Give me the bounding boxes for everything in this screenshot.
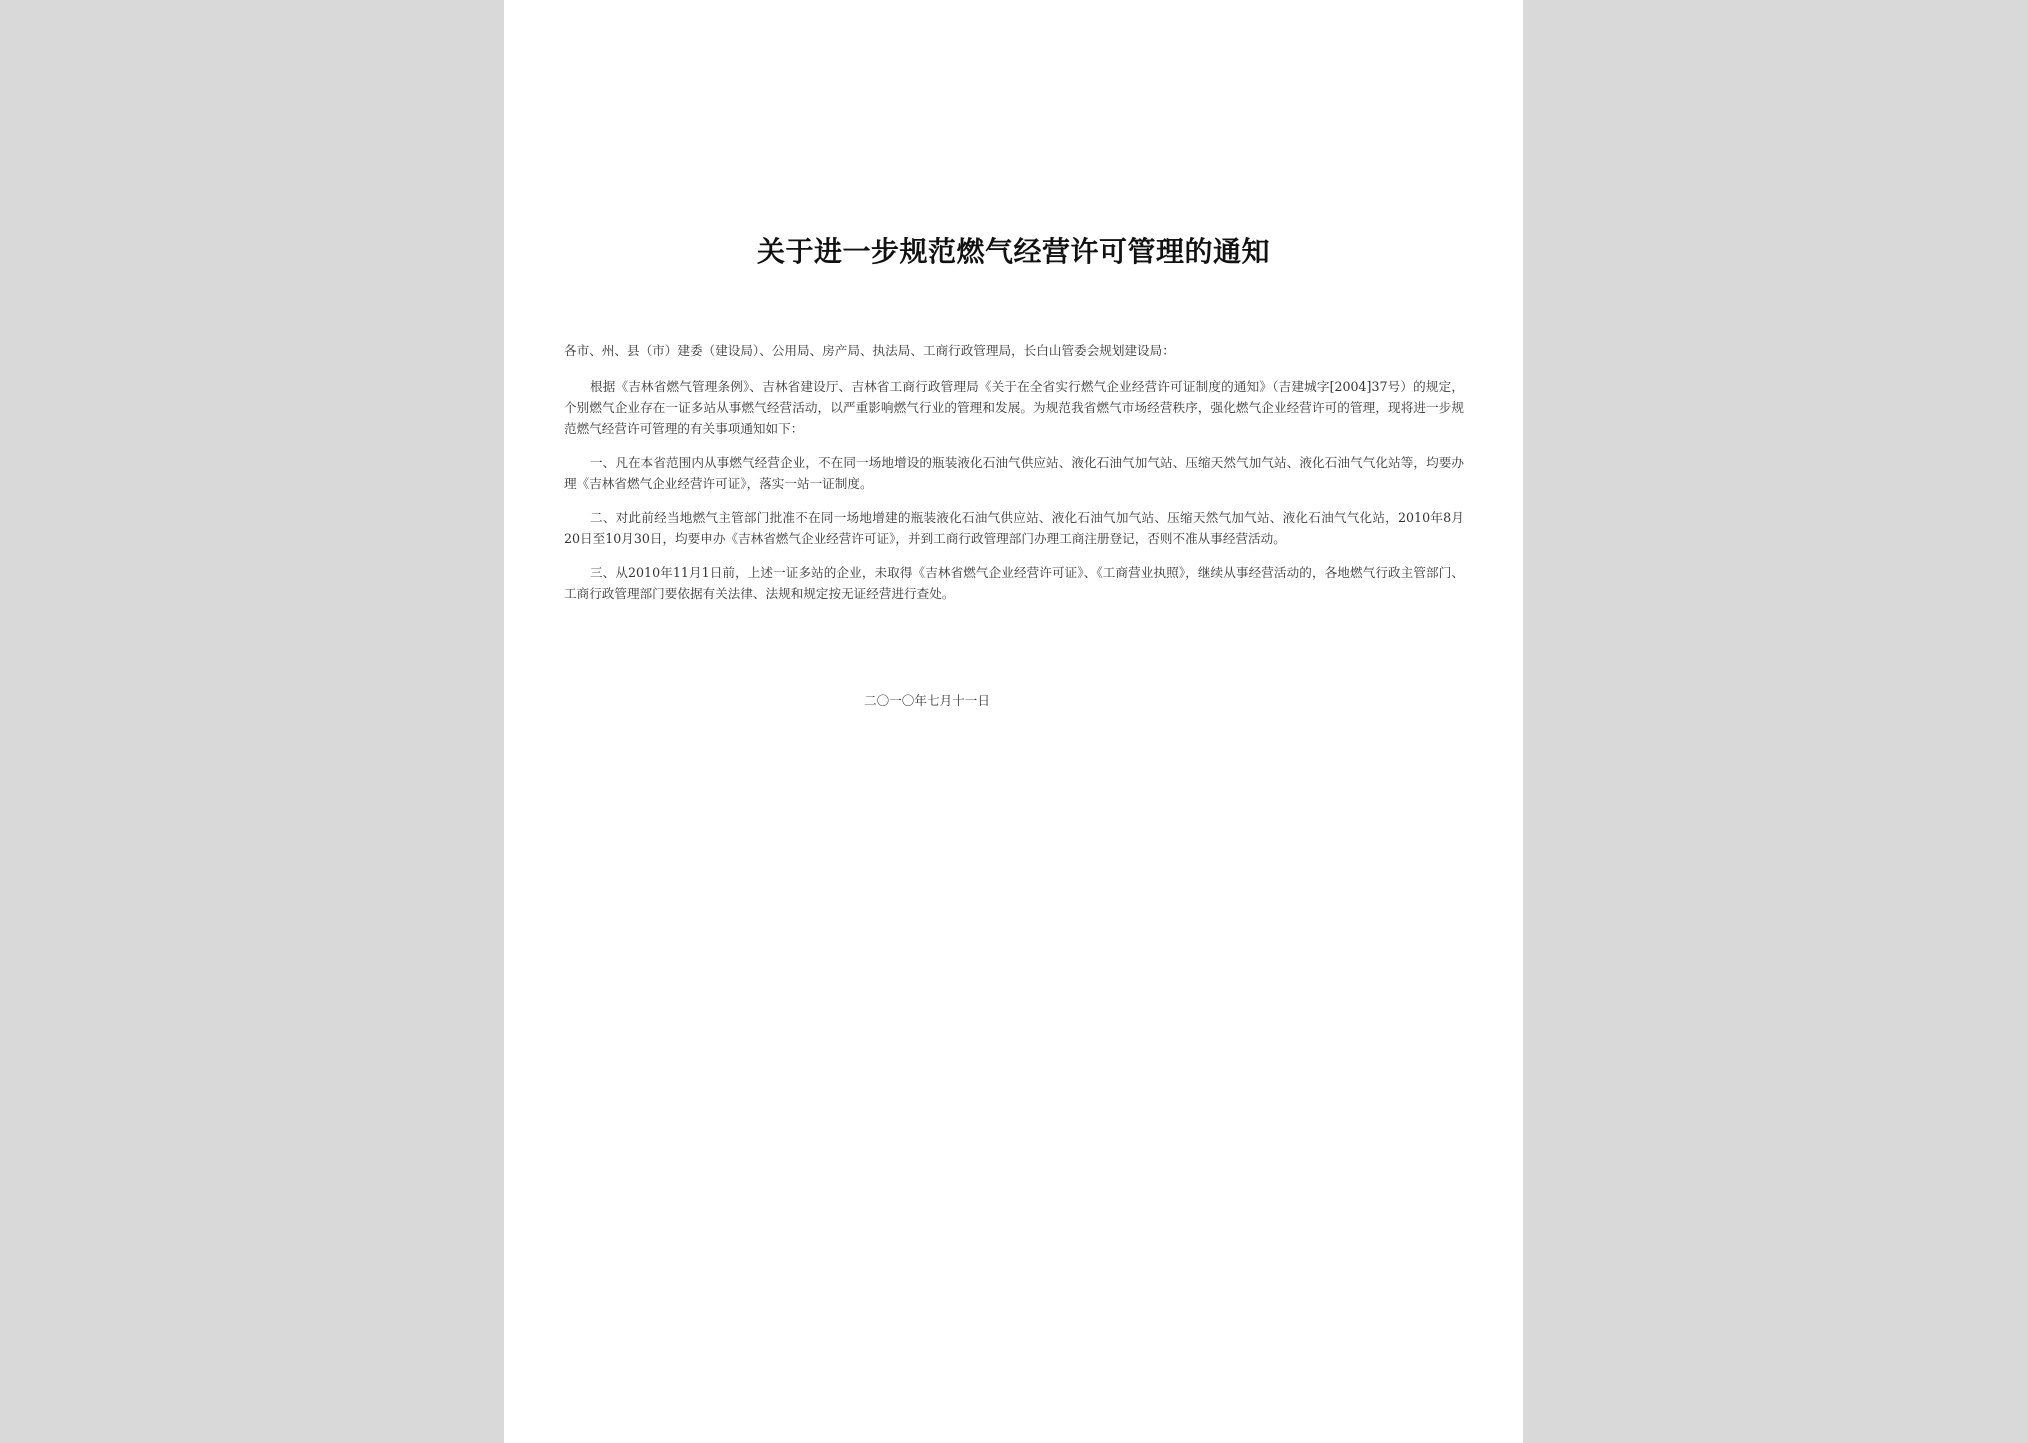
paragraph-item-1: 一、凡在本省范围内从事燃气经营企业，不在同一场地增设的瓶装液化石油气供应站、液化石油气加气站、压缩天然气加气站、液化石油气气化站等，均要办理《吉林省燃气企业经营许可证》，落实一站一证制度。 [564, 455, 1464, 491]
document-page [504, 0, 1523, 1443]
document-date: 二〇一〇年七月十一日 [864, 693, 990, 708]
document-title: 关于进一步规范燃气经营许可管理的通知 [756, 235, 1270, 268]
paragraph-item-2: 二、对此前经当地燃气主管部门批准不在同一场地增建的瓶装液化石油气供应站、液化石油气加气站、压缩天然气加气站、液化石油气气化站，2010年8月20日至10月30日，均要申办《吉林省燃气企业经营许可证》，并到工商行政管理部门办理工商注册登记，否则不准从事经营活动。 [564, 510, 1464, 546]
paragraph-intro: 根据《吉林省燃气管理条例》、吉林省建设厅、吉林省工商行政管理局《关于在全省实行燃气企业经营许可证制度的通知》（吉建城字[2004]37号）的规定，个别燃气企业存在一证多站从事燃气经营活动，以严重影响燃气行业的管理和发展。为规范我省燃气市场经营秩序，强化燃气企业经营许可的管理，现将进一步规范燃气经营许可管理的有关事项通知如下： [564, 379, 1464, 436]
salutation: 各市、州、县（市）建委（建设局）、公用局、房产局、执法局、工商行政管理局，长白山管委会规划建设局： [564, 343, 1175, 358]
paragraph-item-3: 三、从2010年11月1日前，上述一证多站的企业，未取得《吉林省燃气企业经营许可证》、《工商营业执照》，继续从事经营活动的，各地燃气行政主管部门、工商行政管理部门要依据有关法律、法规和规定按无证经营进行查处。 [564, 565, 1464, 601]
